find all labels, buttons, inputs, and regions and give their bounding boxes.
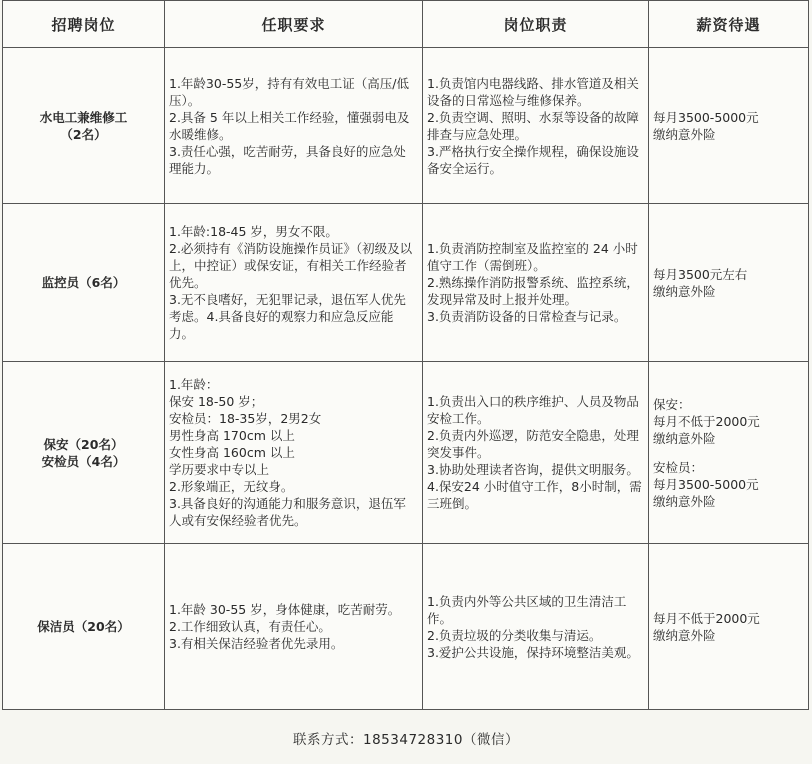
table-row (3, 362, 809, 544)
salary-cell (649, 362, 809, 544)
position-title: 水电工兼维修工 (39, 109, 128, 125)
duty-item: 4.保安24 小时值守工作，8小时制，需三班倒。 (427, 479, 642, 511)
duty-item: 3.负责消防设备的日常检查与记录。 (427, 309, 627, 324)
salary-insurance: 缴纳意外险 (653, 627, 716, 643)
requirement-item: 1.年龄30-55岁，持有有效电工证（高压/低压）。 (169, 75, 409, 108)
header-row (3, 1, 809, 48)
requirement-item: 3.责任心强，吃苦耐劳，具备良好的应急处理能力。 (169, 143, 406, 176)
header-requirements: 任职要求 (165, 1, 423, 48)
duty-item: 1.负责馆内电器线路、排水管道及相关设备的日常巡检与维修保养。 (427, 75, 639, 108)
duty-item: 3.爱护公共设施，保持环境整洁美观。 (427, 644, 639, 660)
position-title: 监控员（6名） (41, 275, 126, 290)
position-cell (3, 544, 165, 710)
header-duties: 岗位职责 (423, 1, 649, 48)
duties-cell (423, 204, 649, 362)
position-count: （2名） (60, 126, 107, 142)
contact-info: 联系方式：18534728310（微信） (293, 732, 519, 748)
position-title: 保洁员（20名） (37, 619, 130, 634)
requirement-item: 3.具备良好的沟通能力和服务意识，退伍军人或有安保经验者优先。 (169, 496, 406, 528)
position-cell (3, 362, 165, 544)
duty-item: 1.负责消防控制室及监控室的 24 小时值守工作（需倒班）。 (427, 241, 638, 273)
position-title: 安检员（4名） (41, 453, 126, 469)
duty-item: 3.严格执行安全操作规程，确保设施设备安全运行。 (427, 143, 639, 176)
salary-cell (649, 48, 809, 204)
salary-amount: 每月不低于2000元 (653, 413, 760, 429)
salary-amount: 每月3500元左右 (653, 266, 748, 282)
salary-group-label: 保安： (653, 396, 691, 412)
requirement-item: 2.具备 5 年以上相关工作经验，懂强弱电及水暖维修。 (169, 109, 410, 142)
requirement-item: 1.年龄 30-55 岁，身体健康，吃苦耐劳。 (169, 602, 401, 617)
duty-item: 2.负责空调、照明、水泵等设备的故障排查与应急处理。 (427, 109, 639, 142)
position-cell (3, 204, 165, 362)
requirements-cell (165, 48, 423, 204)
requirements-cell (165, 204, 423, 362)
table-row (3, 48, 809, 204)
header-position: 招聘岗位 (3, 1, 165, 48)
requirement-item: 安检员：18-35岁，2男2女 (169, 411, 322, 426)
requirement-item: 男性身高 170cm 以上 (169, 428, 295, 443)
duty-item: 2.负责内外巡逻，防范安全隐患，处理突发事件。 (427, 428, 639, 460)
salary-amount: 每月3500-5000元 (653, 476, 759, 492)
duty-item: 2.负责垃圾的分类收集与清运。 (427, 627, 602, 643)
salary-insurance: 缴纳意外险 (653, 493, 716, 509)
salary-cell (649, 204, 809, 362)
table-row (3, 544, 809, 710)
requirements-cell (165, 362, 423, 544)
requirement-item: 3.有相关保洁经验者优先录用。 (169, 636, 344, 651)
requirement-item: 1.年龄： (169, 377, 219, 392)
duty-item: 2.熟练操作消防报警系统、监控系统，发现异常及时上报并处理。 (427, 275, 639, 307)
duties-cell (423, 544, 649, 710)
salary-cell (649, 544, 809, 710)
requirement-item: 2.形象端正，无纹身。 (169, 479, 294, 494)
requirement-item: 1.年龄:18-45 岁，男女不限。 (169, 224, 338, 239)
requirement-item: 2.工作细致认真，有责任心。 (169, 619, 331, 634)
duties-cell (423, 362, 649, 544)
salary-amount: 每月3500-5000元 (653, 109, 759, 125)
duties-cell (423, 48, 649, 204)
requirement-item: 保安 18-50 岁； (169, 394, 264, 409)
duty-item: 1.负责内外等公共区域的卫生清洁工作。 (427, 593, 627, 626)
requirement-item: 3.无不良嗜好，无犯罪记录，退伍军人优先考虑。4.具备良好的观察力和应急反应能力。 (169, 292, 406, 341)
salary-spacer (653, 447, 804, 459)
header-salary: 薪资待遇 (649, 1, 809, 48)
requirement-item: 2.必须持有《消防设施操作员证》（初级及以上，中控证）或保安证，有相关工作经验者优先。 (169, 241, 413, 290)
duty-item: 1.负责出入口的秩序维护、人员及物品安检工作。 (427, 394, 639, 426)
table-row (3, 204, 809, 362)
salary-insurance: 缴纳意外险 (653, 430, 716, 446)
recruitment-table (2, 0, 809, 710)
requirement-item: 学历要求中专以上 (169, 462, 270, 477)
salary-insurance: 缴纳意外险 (653, 126, 716, 142)
duty-item: 3.协助处理读者咨询，提供文明服务。 (427, 462, 639, 477)
salary-amount: 每月不低于2000元 (653, 610, 760, 626)
position-cell (3, 48, 165, 204)
requirements-cell (165, 544, 423, 710)
requirement-item: 女性身高 160cm 以上 (169, 445, 295, 460)
position-title: 保安（20名） (43, 436, 124, 452)
salary-insurance: 缴纳意外险 (653, 283, 716, 299)
salary-group-label: 安检员： (653, 459, 704, 475)
